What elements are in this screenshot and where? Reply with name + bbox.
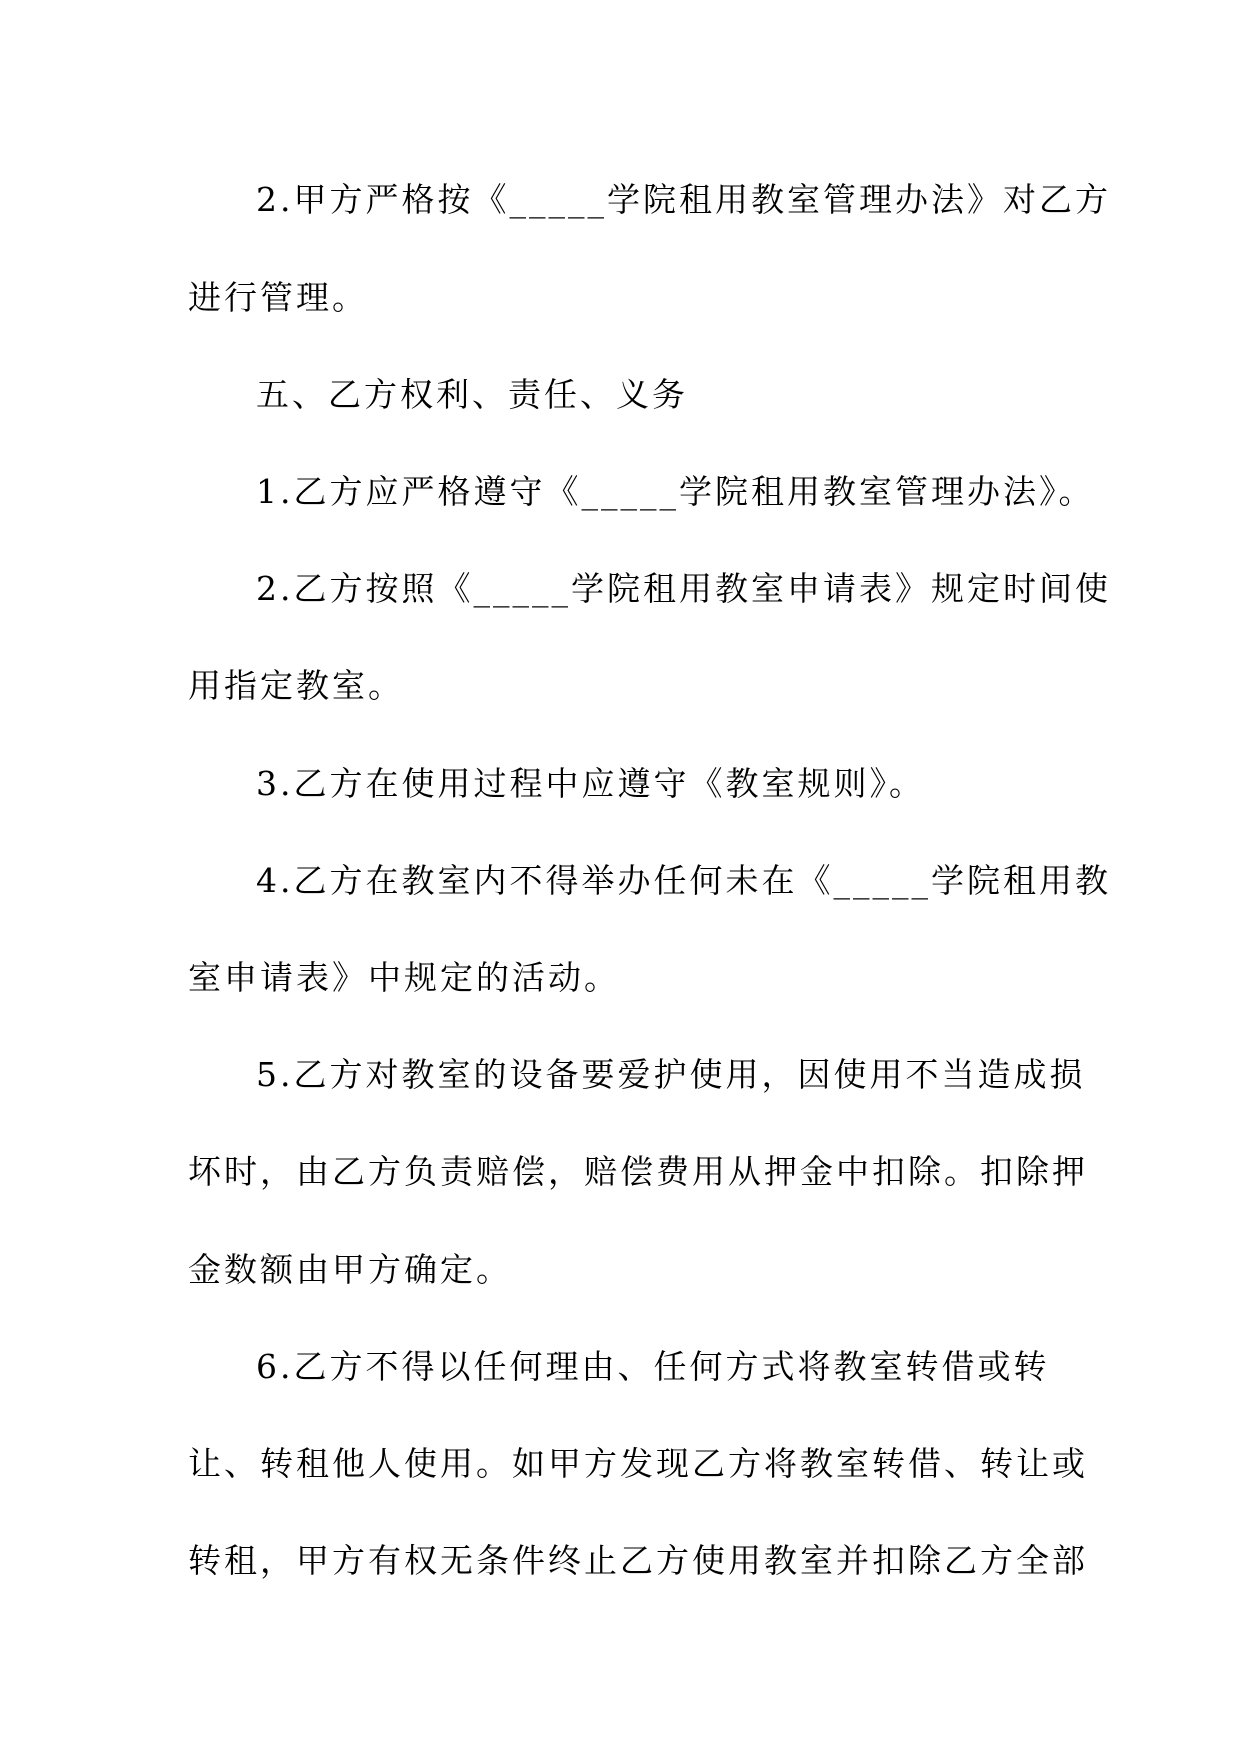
clause-5-6-line-3: 转租，甲方有权无条件终止乙方使用教室并扣除乙方全部 xyxy=(188,1541,1088,1580)
clause-5-3-line-1: 3.乙方在使用过程中应遵守《教室规则》。 xyxy=(256,764,925,803)
clause-5-5-line-3: 金数额由甲方确定。 xyxy=(188,1250,512,1289)
clause-5-4-line-2: 室申请表》中规定的活动。 xyxy=(188,958,620,997)
clause-5-5-line-2: 坏时，由乙方负责赔偿，赔偿费用从押金中扣除。扣除押 xyxy=(188,1152,1088,1191)
clause-5-4-line-1: 4.乙方在教室内不得举办任何未在《_____学院租用教 xyxy=(256,861,1111,900)
clause-4-2-line-2: 进行管理。 xyxy=(188,278,368,317)
clause-5-6-line-1: 6.乙方不得以任何理由、任何方式将教室转借或转 xyxy=(256,1347,1050,1386)
clause-5-6-line-2: 让、转租他人使用。如甲方发现乙方将教室转借、转让或 xyxy=(188,1444,1088,1483)
clause-5-2-line-1: 2.乙方按照《_____学院租用教室申请表》规定时间使 xyxy=(256,569,1111,608)
clause-5-1-line-1: 1.乙方应严格遵守《_____学院租用教室管理办法》。 xyxy=(256,472,1095,511)
section-5-heading: 五、乙方权利、责任、义务 xyxy=(256,375,688,414)
clause-5-5-line-1: 5.乙方对教室的设备要爱护使用，因使用不当造成损 xyxy=(256,1055,1086,1094)
clause-5-2-line-2: 用指定教室。 xyxy=(188,666,404,705)
clause-4-2-line-1: 2.甲方严格按《_____学院租用教室管理办法》对乙方 xyxy=(256,180,1111,219)
